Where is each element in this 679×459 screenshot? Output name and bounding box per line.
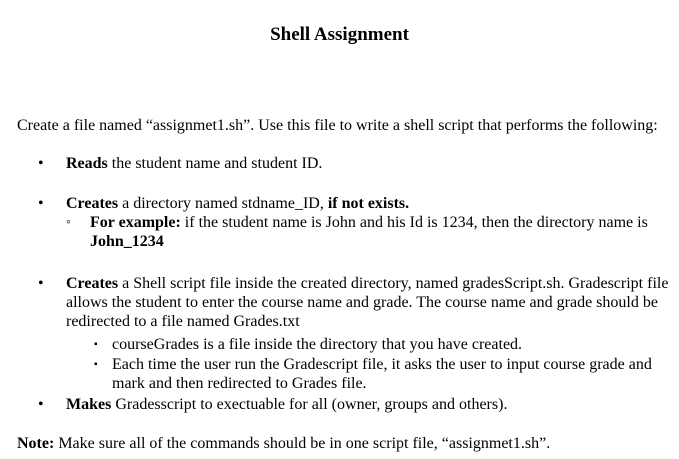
bullet-icon: • xyxy=(38,275,44,292)
list-item-text xyxy=(66,154,673,173)
bold-directory-name: John_1234 xyxy=(90,233,164,250)
sub-item-example xyxy=(66,213,676,251)
list-item-creates-script xyxy=(38,274,673,331)
list-item-creates-directory xyxy=(38,194,673,213)
item-body: the student name and student ID. xyxy=(107,155,323,172)
square-bullet-icon: ▪ xyxy=(94,359,98,370)
bold-keyword: Reads xyxy=(66,155,108,172)
list-item-reads xyxy=(38,154,673,173)
note-paragraph xyxy=(17,434,667,453)
sub-item-text: Each time the user run the Gradescript file, it asks the user to input course grade and mark and then redirected to Grades file. xyxy=(112,356,652,392)
page-title: Shell Assignment xyxy=(270,24,409,45)
item-body: a directory named stdname_ID, xyxy=(118,195,328,212)
bold-keyword: Makes xyxy=(66,396,112,413)
list-item-makes xyxy=(38,395,673,414)
square-bullet-icon: ▪ xyxy=(94,339,98,350)
sub-item-text xyxy=(90,213,676,251)
intro-paragraph: Create a file named “assignmet1.sh”. Use this file to write a shell script that performs the following: xyxy=(17,117,658,134)
list-item-text xyxy=(66,395,673,414)
note-body: Make sure all of the commands should be in one script file, “assignmet1.sh”. xyxy=(54,435,551,452)
list-item-text xyxy=(66,274,673,331)
bold-keyword: Creates xyxy=(66,195,119,212)
sub-item-coursegrades xyxy=(94,335,674,354)
list-item-text xyxy=(66,194,673,213)
sub-item-each-time xyxy=(94,355,674,393)
bold-keyword: For example: xyxy=(90,214,181,231)
sub-item-body: if the student name is John and his Id is 1234, then the directory name is xyxy=(180,214,648,231)
bullet-icon: • xyxy=(38,195,44,212)
bullet-icon: • xyxy=(38,155,44,172)
note-label: Note: xyxy=(17,435,55,452)
hollow-bullet-icon: ◦ xyxy=(66,215,71,230)
bold-keyword: Creates xyxy=(66,275,119,292)
item-body: Gradesscript to exectuable for all (owner, groups and others). xyxy=(111,396,508,413)
sub-item-text: courseGrades is a file inside the directory that you have created. xyxy=(112,336,523,353)
bold-condition: if not exists. xyxy=(327,195,410,212)
bullet-icon: • xyxy=(38,396,44,413)
item-body: a Shell script file inside the created directory, named gradesScript.sh. Gradescript file allows the student to enter the course name and grade. The course name and grade should be redirected to a file named Grades.txt xyxy=(66,275,669,330)
